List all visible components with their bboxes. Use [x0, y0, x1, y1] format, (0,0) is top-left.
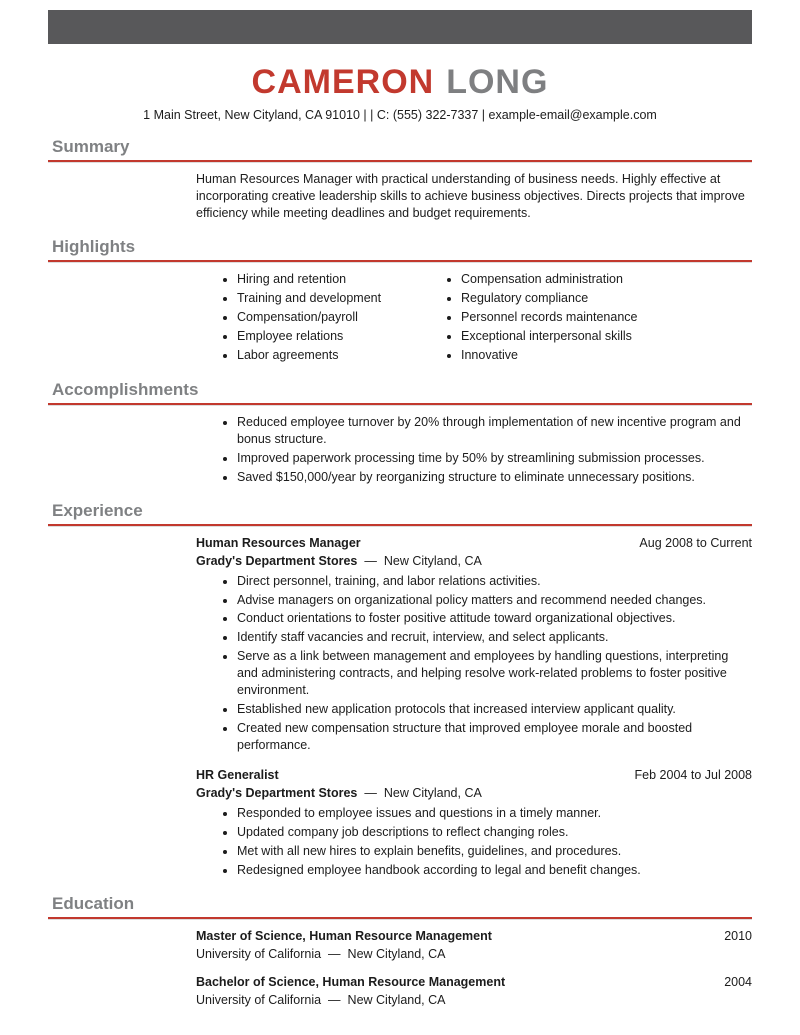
list-item: • Regulatory compliance: [461, 290, 752, 307]
list-item: • Saved $150,000/year by reorganizing structure to eliminate unnecessary positions.: [237, 469, 752, 486]
accomplishments-title: Accomplishments: [48, 380, 752, 405]
list-item: • Direct personnel, training, and labor relations activities.: [237, 573, 752, 590]
experience-title: Experience: [48, 501, 752, 526]
list-item: • Employee relations: [237, 328, 420, 345]
job-location: New Cityland, CA: [383, 786, 482, 801]
list-item: • Labor agreements: [237, 347, 420, 364]
list-item: • Advise managers on organizational policy matters and recommend needed changes.: [237, 592, 752, 609]
school-location: New Cityland, CA: [347, 993, 446, 1008]
candidate-name: [48, 64, 752, 101]
education-header: [196, 974, 752, 991]
experience-body: [196, 526, 752, 879]
list-item: • Exceptional interpersonal skills: [461, 328, 752, 345]
education-body: [196, 919, 752, 1010]
list-item: • Hiring and retention: [237, 271, 420, 288]
school-location: New Cityland, CA: [347, 946, 446, 961]
list-item: • Responded to employee issues and questions in a timely manner.: [237, 805, 752, 822]
list-item: • Compensation/payroll: [237, 309, 420, 326]
education-subheader: [196, 946, 752, 963]
accomplishments-body: [196, 405, 752, 486]
job-entry: [196, 767, 752, 878]
education-title: Education: [48, 894, 752, 919]
job-title: HR Generalist: [196, 768, 279, 783]
candidate-first-name: CAMERON: [251, 63, 435, 101]
job-title: Human Resources Manager: [196, 535, 361, 550]
education-subheader: [196, 992, 752, 1009]
summary-title: Summary: [48, 137, 752, 162]
section-summary: [48, 137, 752, 222]
list-item: • Training and development: [237, 290, 420, 307]
highlights-body: [196, 262, 752, 365]
list-item: • Updated company job descriptions to reflect changing roles.: [237, 824, 752, 841]
education-entry: [196, 974, 752, 1009]
section-highlights: [48, 237, 752, 365]
summary-body: [196, 162, 752, 222]
dash-separator: —: [328, 993, 341, 1008]
list-item: • Improved paperwork processing time by 50% by streamlining submission processes.: [237, 450, 752, 467]
list-item: • Created new compensation structure that improved employee morale and boosted performance.: [237, 720, 752, 754]
list-item: • Reduced employee turnover by 20% through implementation of new incentive program and bonus structure.: [237, 414, 752, 448]
section-accomplishments: [48, 380, 752, 486]
list-item: • Identify staff vacancies and recruit, interview, and select applicants.: [237, 629, 752, 646]
candidate-last-name: LONG: [446, 63, 549, 101]
job-header: [196, 535, 752, 552]
contact-line: 1 Main Street, New Cityland, CA 91010 | | C: (555) 322-7337 | example-email@example.com: [143, 108, 657, 123]
company-name: Grady's Department Stores: [196, 553, 358, 568]
school-name: University of California: [196, 946, 322, 961]
list-item: • Met with all new hires to explain benefits, guidelines, and procedures.: [237, 843, 752, 860]
list-item: • Personnel records maintenance: [461, 309, 752, 326]
job-subheader: [196, 785, 752, 802]
job-header: [196, 767, 752, 784]
list-item: • Redesigned employee handbook according to legal and benefit changes.: [237, 862, 752, 879]
highlights-list-right: [420, 271, 752, 365]
graduation-year: 2010: [724, 928, 752, 943]
dash-separator: —: [328, 946, 341, 961]
header-bar: [48, 10, 752, 44]
highlights-list-left: [196, 271, 420, 365]
dash-separator: —: [364, 553, 377, 568]
summary-text: Human Resources Manager with practical understanding of business needs. Highly effective at incorporating creative leadership skills to achieve business objectives. Directs projects that improve efficiency while meeting deadlines and budget requirements.: [196, 172, 745, 221]
job-location: New Cityland, CA: [383, 553, 482, 568]
list-item: • Innovative: [461, 347, 752, 364]
job-dates: Aug 2008 to Current: [639, 535, 752, 550]
education-header: [196, 928, 752, 945]
graduation-year: 2004: [724, 975, 752, 990]
degree-name: Master of Science, Human Resource Management: [196, 928, 492, 943]
list-item: • Conduct orientations to foster positive attitude toward organizational objectives.: [237, 610, 752, 627]
accomplishments-list: [196, 414, 752, 486]
education-entry: [196, 928, 752, 963]
list-item: • Established new application protocols that increased interview applicant quality.: [237, 701, 752, 718]
degree-name: Bachelor of Science, Human Resource Management: [196, 975, 506, 990]
job-duties-list: [196, 805, 752, 879]
job-dates: Feb 2004 to Jul 2008: [634, 768, 752, 783]
company-name: Grady's Department Stores: [196, 786, 358, 801]
list-item: • Serve as a link between management and employees by handling questions, interpreting and administering contracts, and helping resolve work-related problems to foster positive environment.: [237, 648, 752, 699]
section-experience: [48, 501, 752, 879]
highlights-title: Highlights: [48, 237, 752, 262]
job-duties-list: [196, 573, 752, 754]
section-education: [48, 894, 752, 1010]
job-entry: [196, 535, 752, 754]
job-subheader: [196, 553, 752, 570]
dash-separator: —: [364, 786, 377, 801]
school-name: University of California: [196, 993, 322, 1008]
list-item: • Compensation administration: [461, 271, 752, 288]
